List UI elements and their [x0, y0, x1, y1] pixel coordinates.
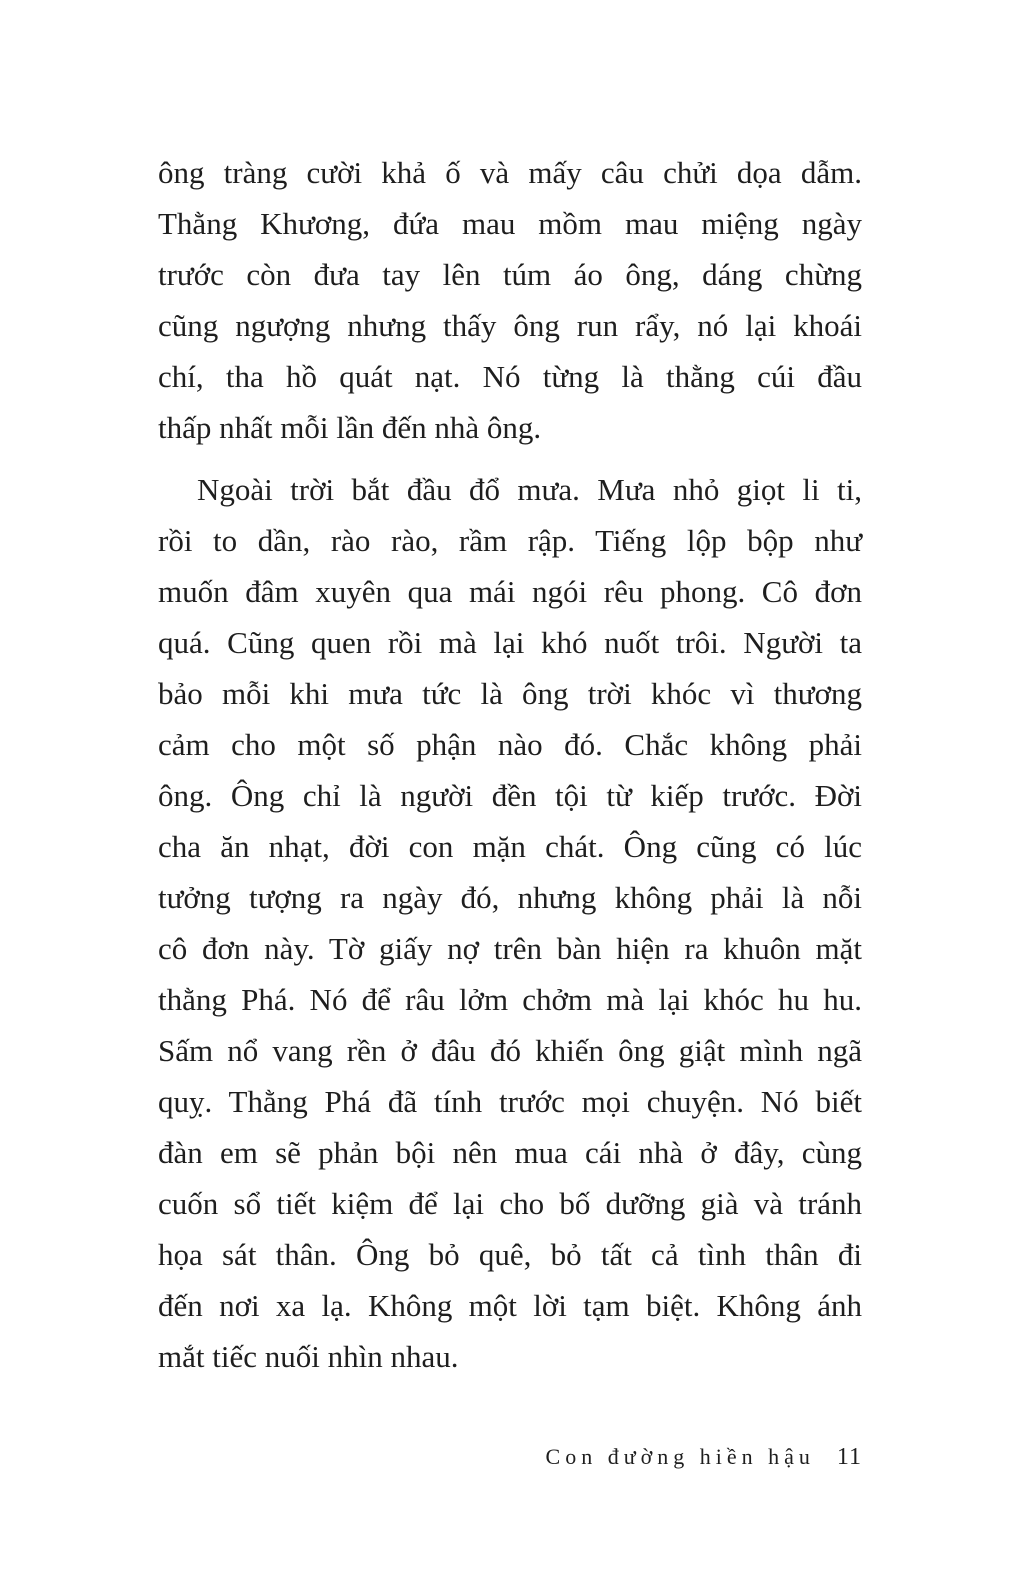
paragraph [158, 147, 862, 453]
text-line: quỵ. Thằng Phá đã tính trước mọi chuyện. Nó biết [158, 1084, 862, 1119]
paragraph [158, 464, 862, 1382]
text-line: thằng Phá. Nó để râu lởm chởm mà lại khóc hu hu. [158, 982, 862, 1017]
text-line: rồi to dần, rào rào, rầm rập. Tiếng lộp bộp như [158, 523, 862, 558]
text-line: cũng ngượng nhưng thấy ông run rẩy, nó lại khoái [158, 308, 862, 343]
text-line: trước còn đưa tay lên túm áo ông, dáng chừng [158, 257, 862, 292]
text-line: muốn đâm xuyên qua mái ngói rêu phong. Cô đơn [158, 574, 862, 609]
text-line: mắt tiếc nuối nhìn nhau. [158, 1339, 459, 1374]
text-line: Thằng Khương, đứa mau mồm mau miệng ngày [158, 206, 862, 241]
text-line: ông tràng cười khả ố và mấy câu chửi dọa dẫm. [158, 155, 862, 190]
text-line: Ngoài trời bắt đầu đổ mưa. Mưa nhỏ giọt li ti, [197, 472, 862, 507]
running-title: Con đường hiền hậu [545, 1444, 815, 1469]
text-line: đến nơi xa lạ. Không một lời tạm biệt. Không ánh [158, 1288, 862, 1323]
text-line: thấp nhất mỗi lần đến nhà ông. [158, 410, 542, 445]
page-body [158, 147, 862, 1393]
text-line: chí, tha hồ quát nạt. Nó từng là thằng cúi đầu [158, 359, 862, 394]
text-line: ông. Ông chỉ là người đền tội từ kiếp trước. Đời [158, 778, 862, 813]
text-line: cuốn sổ tiết kiệm để lại cho bố dưỡng già và tránh [158, 1186, 862, 1221]
page-number: 11 [836, 1444, 862, 1470]
page-footer [546, 1444, 862, 1471]
text-line: bảo mỗi khi mưa tức là ông trời khóc vì thương [158, 676, 862, 711]
text-line: quá. Cũng quen rồi mà lại khó nuốt trôi. Người ta [158, 625, 862, 660]
text-line: Sấm nổ vang rền ở đâu đó khiến ông giật mình ngã [158, 1033, 862, 1068]
text-line: đàn em sẽ phản bội nên mua cái nhà ở đây, cùng [158, 1135, 862, 1170]
text-line: cảm cho một số phận nào đó. Chắc không phải [158, 727, 862, 762]
text-line: tưởng tượng ra ngày đó, nhưng không phải là nỗi [158, 880, 862, 915]
text-line: cô đơn này. Tờ giấy nợ trên bàn hiện ra khuôn mặt [158, 931, 862, 966]
text-line: họa sát thân. Ông bỏ quê, bỏ tất cả tình thân đi [158, 1237, 862, 1272]
text-line: cha ăn nhạt, đời con mặn chát. Ông cũng có lúc [158, 829, 862, 864]
